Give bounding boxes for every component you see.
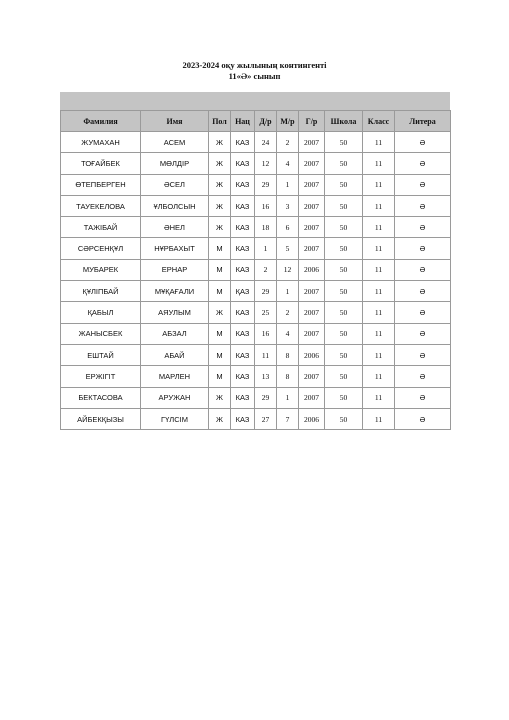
table-cell: 11 [363,302,395,323]
table-cell: Ә [395,366,451,387]
column-header: Литера [395,111,451,132]
table-cell: 11 [363,217,395,238]
table-cell: МАРЛЕН [141,366,209,387]
table-cell: Ә [395,302,451,323]
table-cell: Ж [209,132,231,153]
table-cell: ӘСЕЛ [141,174,209,195]
table-cell: КАЗ [231,323,255,344]
table-cell: 2007 [299,153,325,174]
table-cell: Ә [395,132,451,153]
table-cell: КАЗ [231,217,255,238]
table-row [61,153,451,174]
table-cell: 8 [277,344,299,365]
table-cell: 29 [255,281,277,302]
table-header-band [60,92,450,110]
table-cell: ЕШТАЙ [61,344,141,365]
table-cell: ЖАНЫСБЕК [61,323,141,344]
table-cell: 2007 [299,302,325,323]
table-cell: ГҮЛСІМ [141,408,209,429]
table-cell: Ә [395,259,451,280]
table-cell: МУБАРЕК [61,259,141,280]
table-cell: КАЗ [231,302,255,323]
table-cell: 50 [325,174,363,195]
table-row [61,323,451,344]
table-cell: 11 [363,238,395,259]
table-cell: 11 [363,132,395,153]
table-row [61,387,451,408]
table-cell: 2 [255,259,277,280]
table-cell: АРУЖАН [141,387,209,408]
table-cell: 16 [255,195,277,216]
table-cell: Ж [209,217,231,238]
table-cell: 2007 [299,217,325,238]
table-cell: Ә [395,217,451,238]
table-cell: 2007 [299,366,325,387]
table-cell: ТОҒАЙБЕК [61,153,141,174]
table-cell: АЯУЛЫМ [141,302,209,323]
table-cell: 11 [363,153,395,174]
table-cell: БЕКТАСОВА [61,387,141,408]
table-cell: Ж [209,174,231,195]
table-cell: 27 [255,408,277,429]
table-cell: МӨЛДІР [141,153,209,174]
table-cell: 2007 [299,323,325,344]
table-row [61,259,451,280]
table-cell: 4 [277,153,299,174]
table-cell: Ә [395,238,451,259]
table-cell: ҰЛБОЛСЫН [141,195,209,216]
table-body [61,132,451,430]
table-cell: ЕРНАР [141,259,209,280]
table-cell: 2 [277,302,299,323]
table-cell: АБЗАЛ [141,323,209,344]
table-row [61,132,451,153]
table-cell: Ж [209,387,231,408]
table-cell: АЙБЕКҚЫЗЫ [61,408,141,429]
table-cell: Ә [395,344,451,365]
table-cell: Ә [395,281,451,302]
table-cell: 11 [363,366,395,387]
table-row [61,217,451,238]
table-cell: 3 [277,195,299,216]
table-cell: 11 [363,195,395,216]
table-cell: 29 [255,174,277,195]
table-cell: ӨТЕПБЕРГЕН [61,174,141,195]
table-cell: АБАЙ [141,344,209,365]
table-cell: КАЗ [231,344,255,365]
table-cell: 1 [277,387,299,408]
table-cell: 2007 [299,281,325,302]
table-cell: 4 [277,323,299,344]
table-cell: М [209,238,231,259]
table-cell: КАЗ [231,366,255,387]
table-cell: Ә [395,153,451,174]
table-row [61,238,451,259]
table-cell: 2006 [299,259,325,280]
table-cell: Ә [395,195,451,216]
table-cell: 18 [255,217,277,238]
table-cell: ҚҰЛІПБАЙ [61,281,141,302]
column-header: Имя [141,111,209,132]
table-cell: Ә [395,323,451,344]
table-cell: КАЗ [231,238,255,259]
table-cell: 8 [277,366,299,387]
table-cell: 50 [325,302,363,323]
column-header: Нац [231,111,255,132]
table-cell: 1 [255,238,277,259]
table-cell: 2007 [299,195,325,216]
table-cell: 50 [325,408,363,429]
table-cell: 2 [277,132,299,153]
table-cell: НҰРБАХЫТ [141,238,209,259]
table-cell: 50 [325,387,363,408]
document-subtitle: 11«Ә» сынып [228,71,281,81]
table-cell: ӘНЕЛ [141,217,209,238]
table-cell: 24 [255,132,277,153]
table-cell: КАЗ [231,174,255,195]
table-cell: 50 [325,366,363,387]
table-cell: Ж [209,408,231,429]
table-cell: АСЕМ [141,132,209,153]
table-cell: КАЗ [231,259,255,280]
table-cell: М [209,344,231,365]
table-cell: 1 [277,281,299,302]
table-row [61,344,451,365]
table-cell: М [209,259,231,280]
table-cell: Ж [209,195,231,216]
table-cell: 16 [255,323,277,344]
table-row [61,408,451,429]
table-cell: 11 [363,408,395,429]
table-cell: 50 [325,344,363,365]
table-cell: СӘРСЕНҚҰЛ [61,238,141,259]
table-row [61,195,451,216]
table-cell: 50 [325,281,363,302]
table-cell: 2006 [299,344,325,365]
table-cell: ЖУМАХАН [61,132,141,153]
table-cell: 11 [363,387,395,408]
table-cell: 2007 [299,174,325,195]
table-cell: 5 [277,238,299,259]
table-cell: КАЗ [231,153,255,174]
table-cell: 50 [325,153,363,174]
table-cell: ҚАЗ [231,281,255,302]
table-cell: 11 [363,281,395,302]
column-header: Класс [363,111,395,132]
table-cell: КАЗ [231,408,255,429]
column-header: Пол [209,111,231,132]
table-cell: 1 [277,174,299,195]
table-cell: 12 [277,259,299,280]
table-cell: 7 [277,408,299,429]
column-header: Фамилия [61,111,141,132]
table-cell: Ә [395,387,451,408]
table-cell: ЕРЖІГІТ [61,366,141,387]
table-cell: 50 [325,195,363,216]
table-cell: 50 [325,323,363,344]
table-cell: 50 [325,132,363,153]
table-row [61,366,451,387]
table-cell: 29 [255,387,277,408]
table-header-row [61,111,451,132]
document-title: 2023-2024 оқу жылының контингенті [182,60,327,70]
table-cell: 13 [255,366,277,387]
table-cell: 11 [363,344,395,365]
table-cell: М [209,323,231,344]
table-cell: Ә [395,174,451,195]
table-cell: 2007 [299,132,325,153]
column-header: Школа [325,111,363,132]
table-cell: 2007 [299,387,325,408]
table-cell: 50 [325,238,363,259]
table-cell: 50 [325,217,363,238]
column-header: М/р [277,111,299,132]
column-header: Д/р [255,111,277,132]
column-header: Г/р [299,111,325,132]
table-cell: КАЗ [231,387,255,408]
table-cell: КАЗ [231,195,255,216]
table-row [61,302,451,323]
table-cell: 2007 [299,238,325,259]
table-cell: М [209,366,231,387]
table-cell: 50 [325,259,363,280]
table-row [61,281,451,302]
table-cell: 11 [363,259,395,280]
table-cell: ТАЖІБАЙ [61,217,141,238]
table-cell: МҰҚАҒАЛИ [141,281,209,302]
table-cell: М [209,281,231,302]
table-cell: ҚАБЫЛ [61,302,141,323]
table-cell: 11 [363,174,395,195]
table-cell: Ж [209,302,231,323]
table-cell: 11 [255,344,277,365]
table-cell: 11 [363,323,395,344]
table-cell: 2006 [299,408,325,429]
table-cell: Ж [209,153,231,174]
table-cell: 25 [255,302,277,323]
table-cell: ТАУЕКЕЛОВА [61,195,141,216]
table-cell: 12 [255,153,277,174]
table-row [61,174,451,195]
table-cell: 6 [277,217,299,238]
table-cell: КАЗ [231,132,255,153]
student-roster-table [60,110,451,430]
table-cell: Ә [395,408,451,429]
